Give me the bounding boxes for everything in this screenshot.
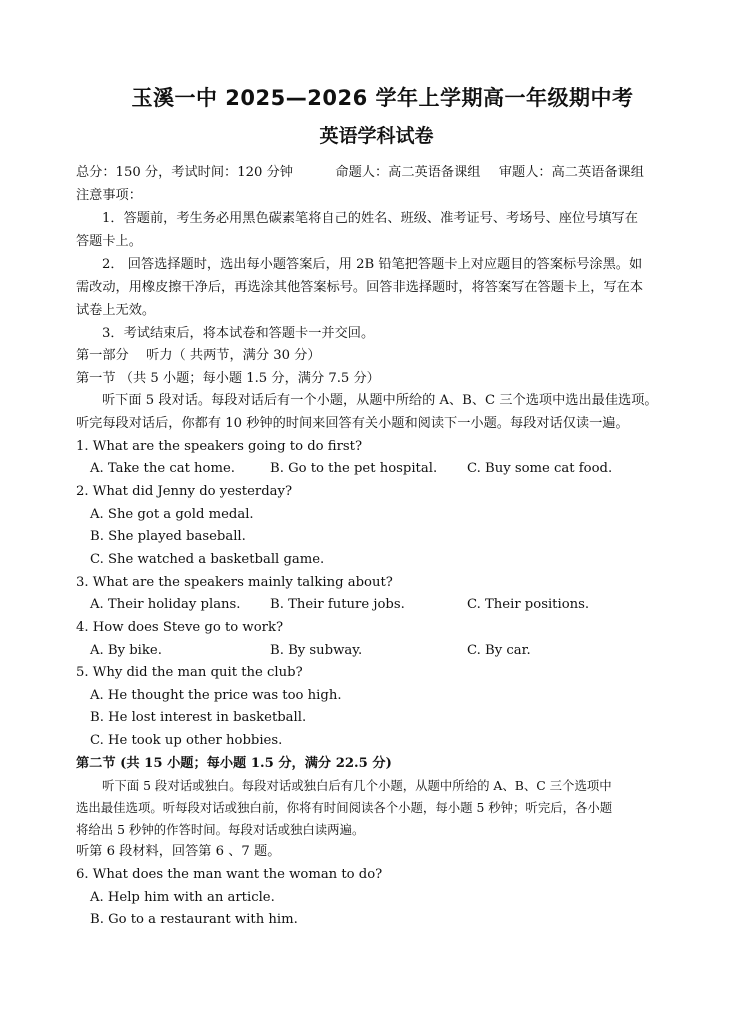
question-5: 5. Why did the man quit the club? xyxy=(76,665,303,680)
q3-option-a: A. Their holiday plans. xyxy=(90,597,241,612)
note-2-line-3: 试卷上无效。 xyxy=(76,303,156,318)
q1-option-c: C. Buy some cat food. xyxy=(467,461,613,476)
reviewer-info: 审题人：高二英语备课组 xyxy=(498,165,644,180)
q5-option-b: B. He lost interest in basketball. xyxy=(90,710,307,725)
q6-option-a: A. Help him with an article. xyxy=(90,890,275,905)
q3-option-b: B. Their future jobs. xyxy=(270,597,405,612)
question-1: 1. What are the speakers going to do first? xyxy=(76,439,363,454)
question-6: 6. What does the man want the woman to do? xyxy=(76,867,383,882)
question-4: 4. How does Steve go to work? xyxy=(76,620,284,635)
author-info: 命题人：高二英语备课组 xyxy=(335,165,481,180)
q4-option-a: A. By bike. xyxy=(90,643,162,658)
section-2-instruction-1: 听下面 5 段对话或独白。每段对话或独白后有几个小题，从题中所给的 A、B、C 三个选项中 xyxy=(102,778,612,793)
q4-option-c: C. By car. xyxy=(467,643,531,658)
q2-option-b: B. She played baseball. xyxy=(90,529,246,544)
score-time-info: 总分：150 分，考试时间：120 分钟 xyxy=(76,165,293,180)
question-2: 2. What did Jenny do yesterday? xyxy=(76,484,293,499)
q1-option-b: B. Go to the pet hospital. xyxy=(270,461,438,476)
exam-title: 玉溪一中 2025—2026 学年上学期高一年级期中考 xyxy=(131,86,634,110)
q2-option-c: C. She watched a basketball game. xyxy=(90,552,325,567)
note-3: 3．考试结束后，将本试卷和答题卡一并交回。 xyxy=(102,326,375,341)
section-2-instruction-2: 选出最佳选项。听每段对话或独白前，你将有时间阅读各个小题，每小题 5 秒钟；听完后，各小题 xyxy=(76,800,613,815)
section-2-instruction-3: 将给出 5 秒钟的作答时间。每段对话或独白读两遍。 xyxy=(76,822,365,837)
section-2-heading: 第二节 (共 15 小题；每小题 1.5 分，满分 22.5 分) xyxy=(76,756,392,771)
exam-subtitle: 英语学科试卷 xyxy=(319,125,434,147)
note-2-line-2: 需改动，用橡皮擦干净后，再选涂其他答案标号。回答非选择题时，将答案写在答题卡上，写在本 xyxy=(76,280,644,295)
q3-option-c: C. Their positions. xyxy=(467,597,590,612)
note-1-line-1: 1．答题前，考生务必用黑色碳素笔将自己的姓名、班级、准考证号、考场号、座位号填写在 xyxy=(102,211,638,226)
note-2-line-1: 2． 回答选择题时，选出每小题答案后，用 2B 铅笔把答题卡上对应题目的答案标号涂黑。如 xyxy=(102,257,643,272)
material-6-instruction: 听第 6 段材料，回答第 6 、7 题。 xyxy=(76,844,281,859)
q1-option-a: A. Take the cat home. xyxy=(90,461,235,476)
question-3: 3. What are the speakers mainly talking about? xyxy=(76,575,393,590)
q5-option-a: A. He thought the price was too high. xyxy=(90,688,342,703)
part-1-heading: 第一部分 听力（ 共两节，满分 30 分） xyxy=(76,348,321,363)
exam-info xyxy=(76,166,644,179)
q6-option-b: B. Go to a restaurant with him. xyxy=(90,912,298,927)
notes-heading: 注意事项： xyxy=(76,188,142,203)
section-1-instruction-2: 听完每段对话后，你都有 10 秒钟的时间来回答有关小题和阅读下一小题。每段对话仅读一遍。 xyxy=(76,416,629,431)
section-1-instruction-1: 听下面 5 段对话。每段对话后有一个小题，从题中所给的 A、B、C 三个选项中选出最佳选项。 xyxy=(102,393,658,408)
q5-option-c: C. He took up other hobbies. xyxy=(90,733,283,748)
note-1-line-2: 答题卡上。 xyxy=(76,234,142,249)
q2-option-a: A. She got a gold medal. xyxy=(90,507,254,522)
section-1-heading: 第一节 （共 5 小题；每小题 1.5 分，满分 7.5 分） xyxy=(76,371,380,386)
q4-option-b: B. By subway. xyxy=(270,643,363,658)
